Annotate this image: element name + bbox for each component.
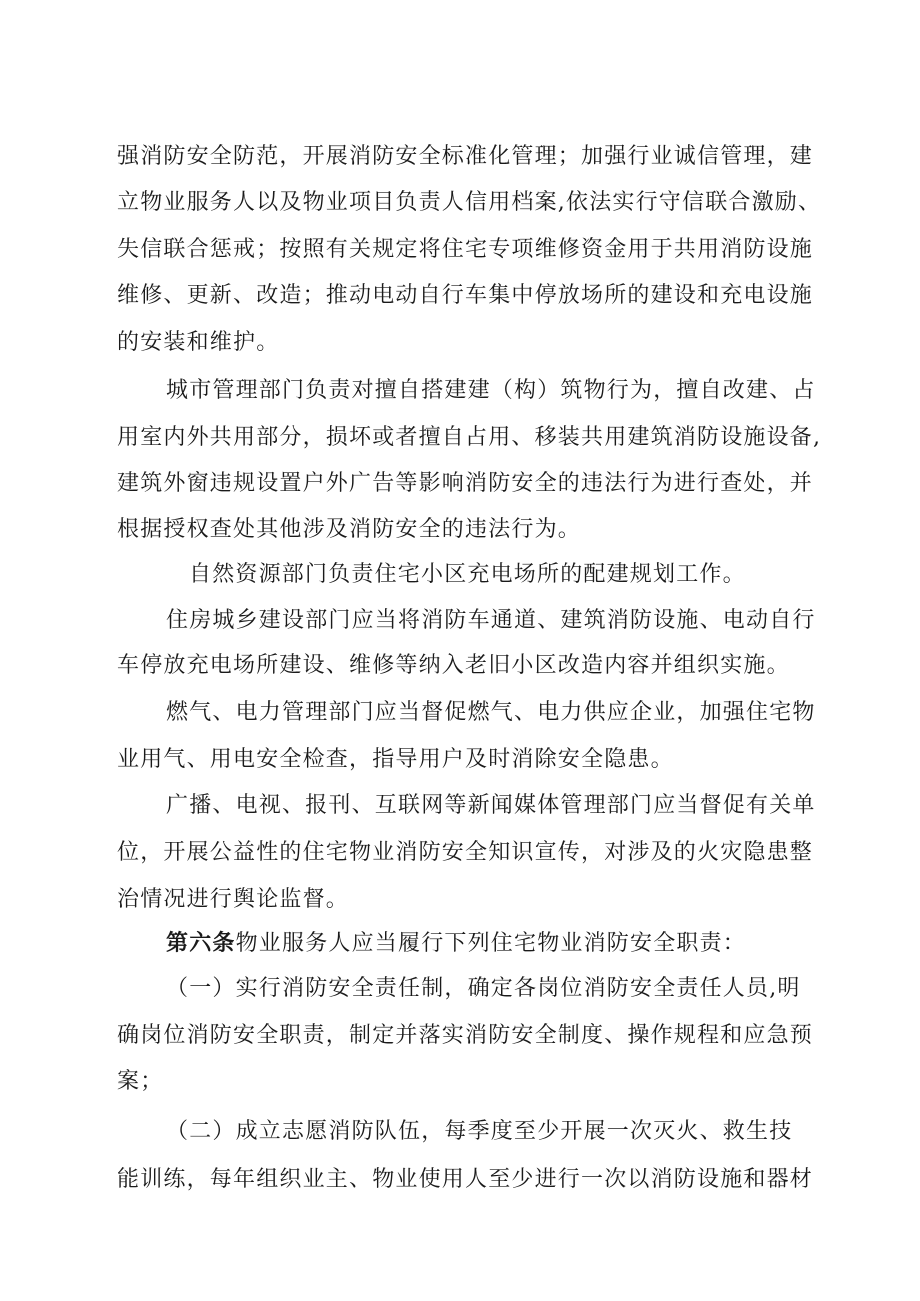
text-line: 业用气、用电安全检查，指导用户及时消除安全隐患。 bbox=[117, 747, 674, 772]
text-line: 位，开展公益性的住宅物业消防安全知识宣传，对涉及的火灾隐患整 bbox=[117, 840, 814, 865]
text-line: 立物业服务人以及物业项目负责人信用档案,依法实行守信联合激励、 bbox=[117, 190, 822, 215]
text-line: 的安装和维护。 bbox=[117, 330, 280, 355]
text-line: 自然资源部门负责住宅小区充电场所的配建规划工作。 bbox=[189, 562, 746, 587]
text-line: 住房城乡建设部门应当将消防车通道、建筑消防设施、电动自行 bbox=[166, 608, 816, 633]
text-line: 失信联合惩戒；按照有关规定将住宅专项维修资金用于共用消防设施 bbox=[117, 237, 814, 262]
list-item-line: 案； bbox=[117, 1069, 164, 1094]
text-line: 建筑外窗违规设置户外广告等影响消防安全的违法行为进行查处，并 bbox=[117, 471, 814, 496]
text-line: 燃气、电力管理部门应当督促燃气、电力供应企业，加强住宅物 bbox=[166, 700, 816, 725]
text-line: 强消防安全防范，开展消防安全标准化管理；加强行业诚信管理，建 bbox=[117, 144, 814, 169]
text-line: 车停放充电场所建设、维修等纳入老旧小区改造内容并组织实施。 bbox=[117, 653, 790, 678]
text-line: 城市管理部门负责对擅自搭建建（构）筑物行为，擅自改建、占 bbox=[166, 378, 816, 403]
text-line: 根据授权查处其他涉及消防安全的违法行为。 bbox=[117, 517, 582, 542]
list-item-line: （二）成立志愿消防队伍，每季度至少开展一次灭火、救生技 bbox=[166, 1119, 793, 1144]
text-line: 维修、更新、改造；推动电动自行车集中停放场所的建设和充电设施 bbox=[117, 283, 814, 308]
text-line: 治情况进行舆论监督。 bbox=[117, 887, 350, 912]
text-line: 用室内外共用部分，损坏或者擅自占用、移装共用建筑消防设施设备, bbox=[117, 425, 822, 450]
article-text: 物业服务人应当履行下列住宅物业消防安全职责： bbox=[235, 931, 747, 956]
list-item-line: 能训练，每年组织业主、物业使用人至少进行一次以消防设施和器材 bbox=[117, 1167, 814, 1192]
text-line: 广播、电视、报刊、互联网等新闻媒体管理部门应当督促有关单 bbox=[166, 793, 816, 818]
list-item-line: 确岗位消防安全职责，制定并落实消防安全制度、操作规程和应急预 bbox=[117, 1023, 814, 1048]
article-six-line bbox=[166, 929, 746, 958]
list-item-line: （一）实行消防安全责任制，确定各岗位消防安全责任人员,明 bbox=[166, 976, 801, 1001]
article-heading: 第六条 bbox=[166, 930, 236, 956]
